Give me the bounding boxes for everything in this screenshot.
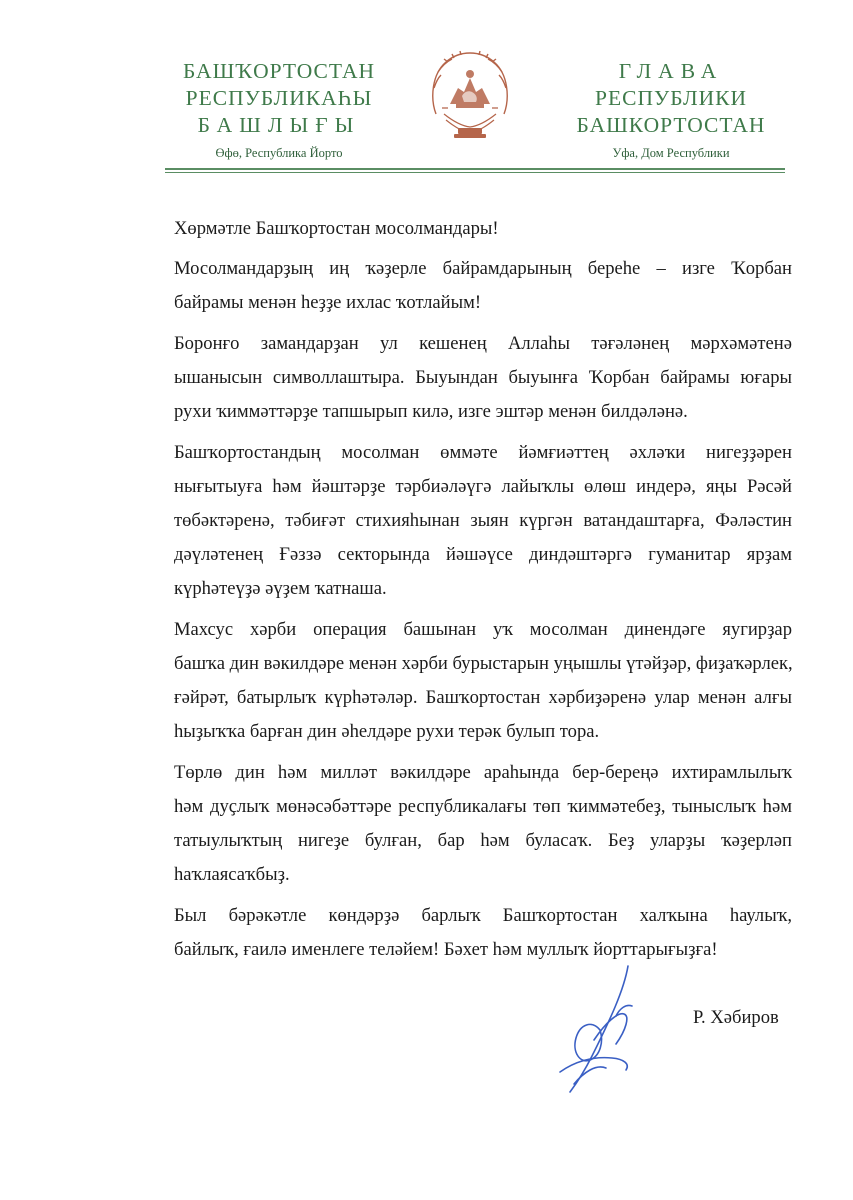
letterhead-left-title xyxy=(170,58,388,139)
paragraph-line: байрамы менән һеҙҙе ихлас ҡотлайым! xyxy=(174,292,482,313)
letterhead-left-line-3: БАШЛЫҒЫ xyxy=(197,113,361,137)
letterhead-rule-thin xyxy=(165,172,785,173)
paragraph-line: Мосолмандарҙың иң ҡәҙерле байрамдарының береһе – изге Ҡорбан xyxy=(174,258,792,279)
paragraph-1 xyxy=(174,252,792,320)
paragraph-line: һыҙыҡҡа барған дин әһелдәре рухи терәк булып тора. xyxy=(174,721,600,742)
letterhead-left-line-2: РЕСПУБЛИКАҺЫ xyxy=(185,86,373,110)
paragraph-line: һәм дуҫлыҡ мөнәсәбәттәре республикалағы төп ҡиммәтебеҙ, тыныслыҡ һәм xyxy=(174,796,792,817)
paragraph-4 xyxy=(174,613,792,749)
letterhead-rule-thick xyxy=(165,168,785,170)
paragraph-line: дәүләтенең Ғәззә секторында йәшәүсе диндәштәргә гуманитар ярҙам xyxy=(174,544,792,565)
paragraph-line: рухи ҡиммәттәрҙе тапшырып килә, изге эштәр менән билдәләнә. xyxy=(174,401,688,422)
paragraph-line: Төрлө дин һәм милләт вәкилдәре араһында бер-береңә ихтирамлылыҡ xyxy=(174,762,792,783)
letterhead-right-line-3: БАШКОРТОСТАН xyxy=(576,113,766,137)
paragraph-2 xyxy=(174,327,792,429)
paragraph-line: башҡа дин вәкилдәре менән хәрби бурыстарын уңышлы үтәйҙәр, фиҙаҡәрлек, xyxy=(174,653,793,674)
paragraph-6 xyxy=(174,899,792,967)
paragraph-line: байлыҡ, ғаилә именлеге теләйем! Бәхет һәм муллыҡ йорттарығыҙға! xyxy=(174,939,718,960)
paragraph-line: нығытыуға һәм йәштәрҙе тәрбиәләүгә лайыҡлы өлөш индерә, яңы Рәсәй xyxy=(174,476,792,497)
paragraph-line: Был бәрәкәтле көндәрҙә барлыҡ Башҡортостан халҡына һаулыҡ, xyxy=(174,905,792,926)
paragraph-line: ышанысын символлаштыра. Быуындан быуынға Ҡорбан байрамы юғары xyxy=(174,367,792,388)
letterhead-right-address: Уфа, Дом Республики xyxy=(612,146,730,160)
handwritten-signature xyxy=(540,960,670,1100)
paragraph-3 xyxy=(174,436,792,606)
paragraph-line: Боронғо замандарҙан ул кешенең Аллаһы тәғәләнең мәрхәмәтенә xyxy=(174,333,792,354)
letter-body xyxy=(174,212,792,974)
salutation-text: Хөрмәтле Башҡортостан мосолмандары! xyxy=(174,218,499,239)
paragraph-line: ғәйрәт, батырлыҡ күрһәтәләр. Башҡортостан хәрбиҙәренә улар менән алғы xyxy=(174,687,792,708)
signer-name: Р. Хәбиров xyxy=(693,1007,779,1028)
paragraph-line: һаҡлаясаҡбыҙ. xyxy=(174,864,290,885)
salutation xyxy=(174,212,792,246)
letterhead-right-line-2: РЕСПУБЛИКИ xyxy=(595,86,747,110)
letterhead-left-line-1: БАШҠОРТОСТАН xyxy=(182,59,375,83)
paragraph-line: күрһәтеүҙә әүҙем ҡатнаша. xyxy=(174,578,387,599)
letterhead-right-title xyxy=(562,58,780,139)
letterhead xyxy=(0,0,853,180)
paragraph-5 xyxy=(174,756,792,892)
letterhead-right-line-1: ГЛАВА xyxy=(618,59,724,83)
paragraph-line: татыулыҡтың нигеҙе булған, бар һәм буласаҡ. Беҙ уларҙы ҡәҙерләп xyxy=(174,830,792,851)
paragraph-line: Махсус хәрби операция башынан уҡ мосолман динендәге яугирҙар xyxy=(174,619,792,640)
paragraph-line: төбәктәренә, тәбиғәт стихияһынан зыян күргән ватандаштарға, Фәләстин xyxy=(174,510,792,531)
paragraph-line: Башҡортостандың мосолман өммәте йәмғиәттең әхләҡи нигеҙҙәрен xyxy=(174,442,792,463)
letterhead-left-address: Өфө, Республика Йорто xyxy=(215,146,343,160)
coat-of-arms-icon xyxy=(428,48,512,140)
